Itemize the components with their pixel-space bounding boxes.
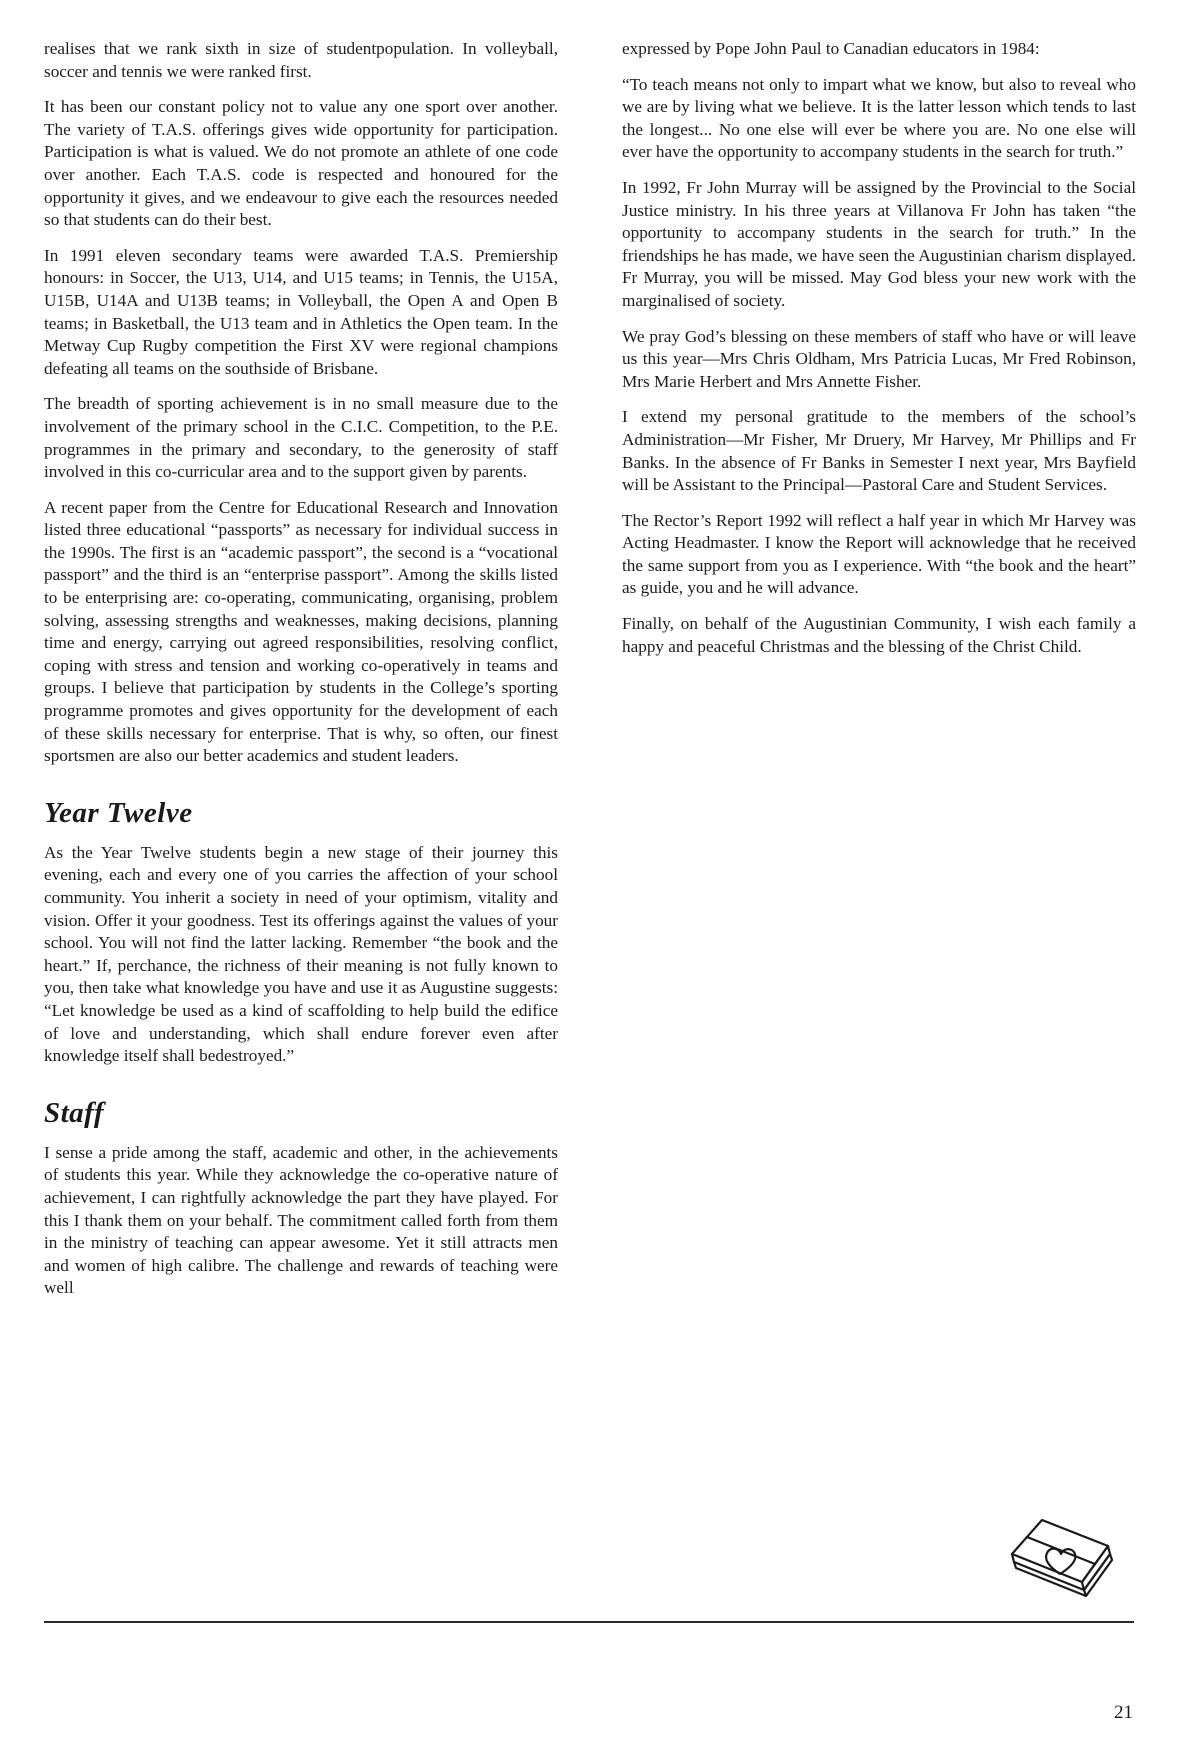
heading-year-twelve: Year Twelve <box>44 796 193 829</box>
paragraph-pope-quote: “To teach means not only to impart what we know, but also to reveal who we are by living what we believe. It is the latter lesson which tends to last the longest... No one else will ever be where you are. No one else will ever have the opportunity to accompany students in the search for truth.” <box>622 74 1136 162</box>
paragraph-pope-intro: expressed by Pope John Paul to Canadian educators in 1984: <box>622 39 1040 58</box>
right-column <box>622 38 1136 671</box>
page-number: 21 <box>1114 1702 1133 1723</box>
paragraph-sport-ranking: realises that we rank sixth in size of studentpopulation. In volleyball, soccer and tennis we were ranked first. <box>44 39 558 81</box>
paragraph-sport-policy: It has been our constant policy not to value any one sport over another. The variety of T.A.S. offerings gives wide opportunity for participation. Participation is what is valued. We do not promote an athlete of one code over another. Each T.A.S. code is respected and honoured for the opportunity it gives, and we endeavour to give each the resources needed so that students can do their best. <box>44 97 558 230</box>
paragraph-sporting-breadth: The breadth of sporting achievement is in no small measure due to the involvement of the primary school in the C.I.C. Competition, to the P.E. programmes in the primary and secondary, to the generosity of staff involved in this co-curricular area and to the support given by parents. <box>44 394 558 482</box>
paragraph-educational-passports: A recent paper from the Centre for Educational Research and Innovation listed three educational “passports” as necessary for individual success in the 1990s. The first is an “academic passport”, the second is a “vocational passport” and the third is an “enterprise passport”. Among the skills listed to be enterprising are: co-operating, communicating, organising, problem solving, assessing strengths and weaknesses, making decisions, planning time and energy, carrying out agreed responsibilities, resolving conflict, coping with stress and tension and working co-operatively in teams and groups. I believe that participation by students in the College’s sporting programme promotes and gives opportunity for the development of each of these skills necessary for enterprise. That is why, so often, our finest sportsmen are also our better academics and student leaders. <box>44 497 558 766</box>
paragraph-premiership-honours: In 1991 eleven secondary teams were awarded T.A.S. Premiership honours: in Soccer, the U13, U14, and U15 teams; in Tennis, the U15A, U15B, U14A and U13B teams; in Volleyball, the Open A and Open B teams; in Basketball, the U13 team and in Athletics the Open team. In the Metway Cup Rugby competition the First XV were regional champions defeating all teams on the southside of Brisbane. <box>44 245 558 378</box>
left-column <box>44 38 558 1313</box>
footer-rule <box>44 1621 1134 1623</box>
heading-staff: Staff <box>44 1096 104 1129</box>
paragraph-staff: I sense a pride among the staff, academic and other, in the achievements of students this year. While they acknowledge the co-operative nature of achievement, I can rightfully acknowledge the part they have played. For this I thank them on your behalf. The commitment called forth from them in the ministry of teaching can appear awesome. Yet it still attracts men and women of high calibre. The challenge and rewards of teaching were well <box>44 1142 558 1298</box>
paragraph-administration-thanks: I extend my personal gratitude to the members of the school’s Administration—Mr Fisher, Mr Druery, Mr Harvey, Mr Phillips and Fr Banks. In the absence of Fr Banks in Semester I next year, Mrs Bayfield will be Assistant to the Principal—Pastoral Care and Student Services. <box>622 407 1136 495</box>
paragraph-christmas-wishes: Finally, on behalf of the Augustinian Community, I wish each family a happy and peaceful Christmas and the blessing of the Christ Child. <box>622 614 1136 656</box>
paragraph-departing-staff: We pray God’s blessing on these members of staff who have or will leave us this year—Mrs Chris Oldham, Mrs Patricia Lucas, Mr Fred Robinson, Mrs Marie Herbert and Mrs Annette Fisher. <box>622 326 1136 391</box>
paragraph-year-twelve: As the Year Twelve students begin a new stage of their journey this evening, each and every one of you carries the affection of your school community. You inherit a society in need of your optimism, vitality and vision. Offer it your goodness. Test its offerings against the values of your school. You will not find the latter lacking. Remember “the book and the heart.” If, perchance, the richness of their meaning is not fully known to you, then take what knowledge you have and use it as Augustine suggests: “Let knowledge be used as a kind of scaffolding to help build the edifice of love and understanding, which shall endure forever even after knowledge itself shall bedestroyed.” <box>44 842 558 1066</box>
paragraph-fr-murray: In 1992, Fr John Murray will be assigned by the Provincial to the Social Justice ministry. In his three years at Villanova Fr John has taken “the opportunity to accompany students in the search for truth.” In the friendships he has made, we have seen the Augustinian charism displayed. Fr Murray, you will be missed. May God bless your new work with the marginalised of society. <box>622 177 1136 310</box>
book-and-heart-icon <box>1004 1516 1116 1606</box>
paragraph-rectors-report: The Rector’s Report 1992 will reflect a half year in which Mr Harvey was Acting Headmaster. I know the Report will acknowledge that he received the same support from you as I experience. With “the book and the heart” as guide, you and he will advance. <box>622 510 1136 598</box>
